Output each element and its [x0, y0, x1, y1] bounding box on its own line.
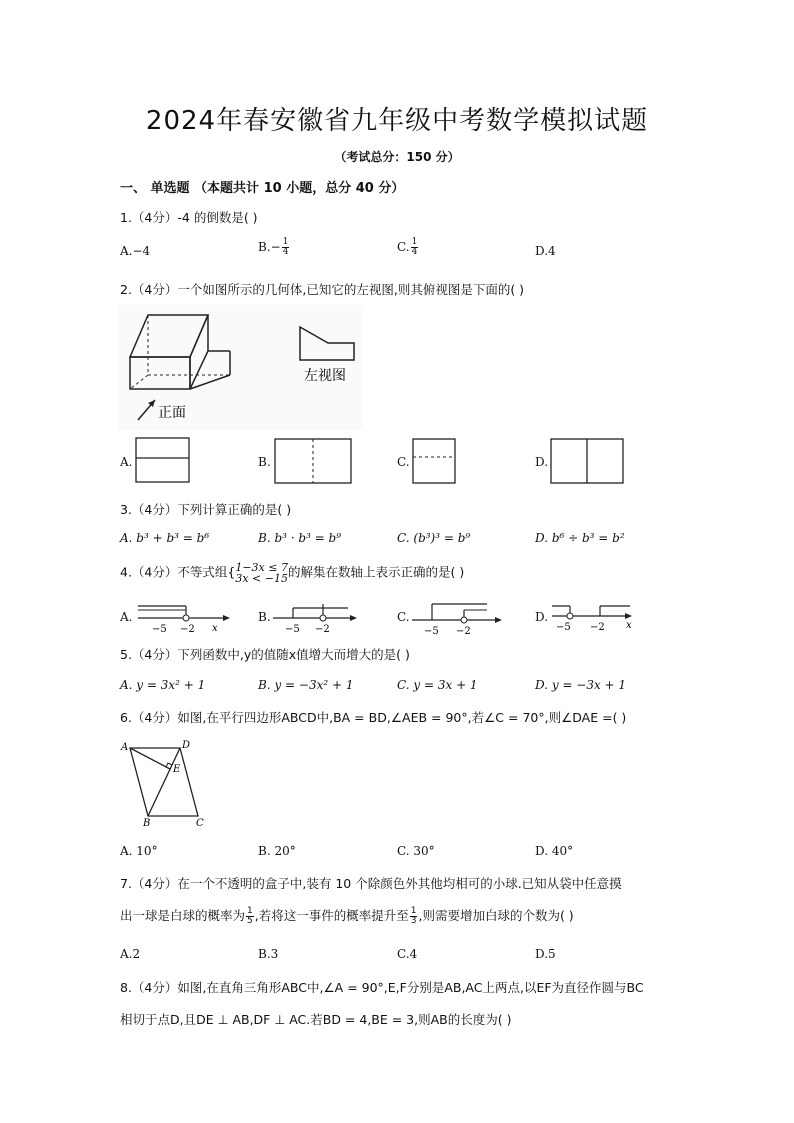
q4-option-d-numberline: [552, 600, 640, 636]
diagonal-bd: [148, 748, 180, 816]
axis-arrow: [495, 617, 502, 623]
point-c-label: C: [196, 818, 204, 829]
q7-option-c: C.4: [397, 947, 418, 961]
question-5-stem: 5.（4分）下列函数中,y的值随x值增大而增大的是( ): [120, 647, 410, 662]
q1-option-a: A.−4: [120, 244, 151, 258]
q7-fraction-1: [246, 907, 254, 926]
left-view-label: 左视图: [304, 368, 346, 384]
q7-option-b: B.3: [258, 947, 279, 961]
question-6-stem: 6.（4分）如图,在平行四边形ABCD中,BA = BD,∠AEB = 90°,若∠C = 70°,则∠DAE =( ): [120, 710, 627, 725]
q2-option-a: A.: [120, 455, 133, 469]
question-8-line-1: 8.（4分）如图,在直角三角形ABC中,∠A = 90°,E,F分别是AB,AC上两点,以EF为直径作圆与BC: [120, 980, 644, 995]
q1-option-b-fraction: [282, 238, 290, 257]
q6-option-a: A. 10°: [120, 844, 158, 858]
tick-label: −5: [285, 624, 300, 635]
frac-den: 4: [411, 247, 418, 257]
question-7-line-1: 7.（4分）在一个不透明的盒子中,装有 10 个除颜色外其他均相可的小球.已知从袋中任意摸: [120, 876, 622, 891]
q3-option-a: A. b³ + b³ = b⁶: [120, 531, 210, 545]
q2-option-c: C.: [397, 455, 410, 469]
q7-option-d: D.5: [535, 947, 556, 961]
q2-option-b: B.: [258, 455, 271, 469]
q6-option-c: C. 30°: [397, 844, 435, 858]
tick-label: −2: [456, 626, 471, 637]
question-3-stem: 3.（4分）下列计算正确的是( ): [120, 502, 292, 517]
q7-option-a: A.2: [120, 947, 141, 961]
q6-option-b: B. 20°: [258, 844, 296, 858]
question-2-stem: 2.（4分）一个如图所示的几何体,已知它的左视图,则其俯视图是下面的( ): [120, 282, 525, 297]
frac-den: 4: [282, 247, 289, 257]
axis-arrow: [350, 615, 357, 621]
open-point: [183, 615, 189, 621]
open-point: [461, 617, 467, 623]
q4-option-d: D.: [535, 610, 549, 624]
q4-option-a-numberline: [138, 600, 238, 636]
q5-option-a: A. y = 3x² + 1: [120, 678, 206, 692]
tick-label: −2: [315, 624, 330, 635]
point-b-label: B: [143, 818, 151, 829]
inequality-1: 1−3x ≤ 7: [235, 561, 288, 574]
tick-label: −2: [180, 624, 195, 635]
q3-option-c: C. (b³)³ = b⁹: [397, 531, 471, 545]
q2-option-b-figure: [274, 438, 352, 484]
q7-fraction-2: [410, 907, 418, 926]
axis-label: x: [626, 620, 632, 631]
point-e-label: E: [173, 764, 181, 775]
question-4-stem: [120, 562, 464, 584]
axis-label: x: [212, 623, 218, 634]
q7-text-a: 出一球是白球的概率为: [120, 908, 246, 923]
q6-option-d: D. 40°: [535, 844, 574, 858]
q4-stem-suffix: 的解集在数轴上表示正确的是( ): [287, 564, 465, 580]
exam-total-score: （考试总分：150 分）: [334, 150, 460, 164]
q4-option-a: A.: [120, 610, 133, 624]
q7-text-b: ,若将这一事件的概率提升至: [254, 908, 409, 923]
point-a-label: A: [121, 742, 129, 753]
q5-option-d: D. y = −3x + 1: [535, 678, 627, 692]
tick-label: −5: [152, 624, 167, 635]
q1-option-b: [258, 238, 290, 257]
q3-option-d: D. b⁶ ÷ b³ = b²: [535, 531, 625, 545]
point-d-label: D: [182, 740, 191, 751]
q5-option-b: B. y = −3x² + 1: [258, 678, 354, 692]
q4-inequality-system: [235, 562, 288, 584]
question-1-stem: 1.（4分）-4 的倒数是( ): [120, 210, 258, 225]
open-point: [320, 615, 326, 621]
q1-option-c-prefix: C.: [397, 240, 410, 254]
open-point: [567, 613, 573, 619]
q4-option-b-numberline: [273, 600, 363, 636]
q4-option-b: B.: [258, 610, 271, 624]
rect: [413, 439, 455, 483]
tick-label: −5: [424, 626, 439, 637]
page-title: 2024年春安徽省九年级中考数学模拟试题: [145, 106, 649, 136]
segment-ae: [130, 748, 170, 769]
q4-option-c: C.: [397, 610, 410, 624]
rect: [136, 438, 189, 482]
frac-num: 1: [411, 237, 418, 247]
question-8-line-2: 相切于点D,且DE ⊥ AB,DF ⊥ AC.若BD = 4,BE = 3,则AB的长度为( ): [120, 1012, 512, 1027]
inequality-2: 3x < −15: [235, 572, 288, 585]
q6-parallelogram-figure: [118, 738, 208, 829]
q2-option-d: D.: [535, 455, 549, 469]
q4-stem-prefix: 4.（4分）不等式组{: [120, 564, 236, 580]
q5-option-c: C. y = 3x + 1: [397, 678, 478, 692]
q3-option-b: B. b³ · b³ = b⁹: [258, 531, 342, 545]
frac-num: 1: [410, 906, 417, 916]
q4-option-c-numberline: [412, 598, 507, 636]
q2-option-c-figure: [412, 438, 456, 484]
q7-text-c: ,则需要增加白球的个数为( ): [418, 908, 574, 923]
tick-label: −5: [556, 622, 571, 633]
front-label: 正面: [158, 405, 186, 421]
section-heading: 一、 单选题 （本题共计 10 小题，总分 40 分）: [120, 181, 405, 196]
axis-arrow: [625, 613, 632, 619]
frac-den: 5: [247, 916, 253, 926]
q1-option-d: D.4: [535, 244, 556, 258]
q1-option-b-prefix: B.−: [258, 240, 281, 254]
frac-num: 1: [247, 906, 253, 916]
frac-den: 3: [410, 916, 417, 926]
frac-num: 1: [282, 237, 289, 247]
q2-option-d-figure: [550, 438, 624, 484]
tick-label: −2: [590, 622, 605, 633]
q2-option-a-figure: [135, 437, 190, 483]
q2-solid-figure: [118, 305, 363, 430]
q1-option-c: [397, 238, 419, 257]
q1-option-c-fraction: [411, 238, 419, 257]
question-7-line-2: [120, 906, 574, 926]
axis-arrow: [223, 615, 230, 621]
